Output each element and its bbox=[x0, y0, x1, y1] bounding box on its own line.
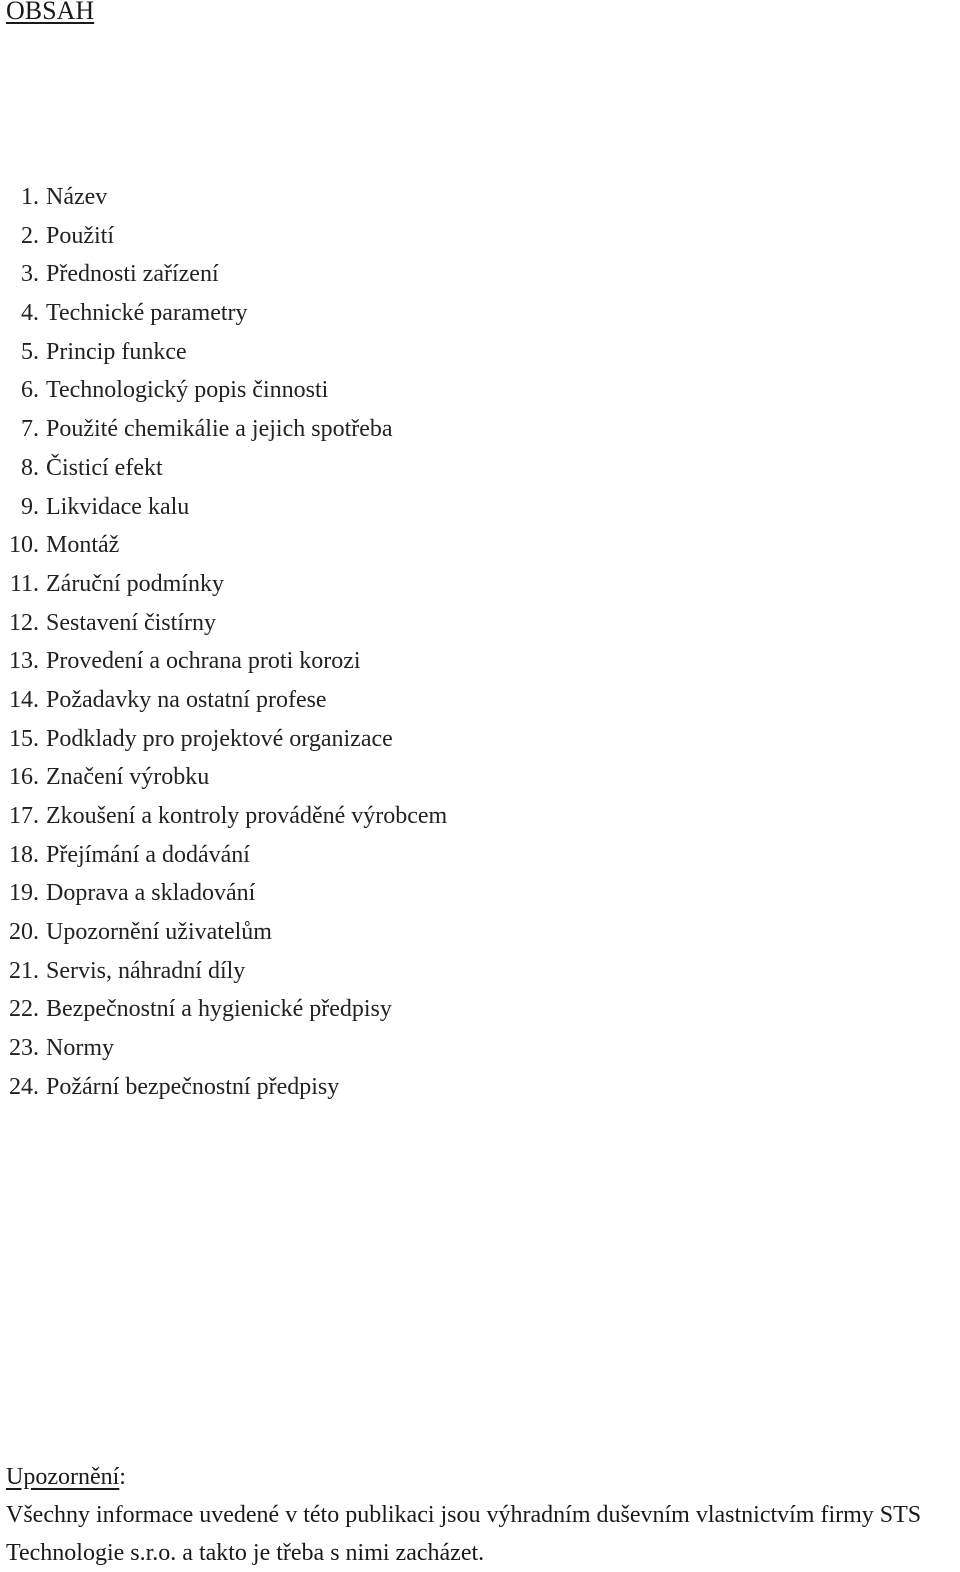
toc-item-number: 1. bbox=[21, 184, 39, 210]
toc-item-number: 20. bbox=[9, 919, 39, 946]
toc-item-text: Doprava a skladování bbox=[46, 880, 256, 907]
toc-item bbox=[6, 335, 447, 374]
toc-item bbox=[6, 257, 447, 296]
toc-item-text: Přednosti zařízení bbox=[46, 261, 219, 288]
toc-item-text: Bezpečnostní a hygienické předpisy bbox=[46, 996, 392, 1023]
toc-item bbox=[6, 722, 447, 761]
toc-item-text: Sestavení čistírny bbox=[46, 609, 216, 636]
toc-item bbox=[6, 838, 447, 877]
toc-item bbox=[6, 528, 447, 567]
toc-item bbox=[6, 606, 447, 645]
toc-item-text: Upozornění uživatelům bbox=[46, 919, 272, 946]
toc-item bbox=[6, 760, 447, 799]
toc-item-text: Název bbox=[46, 184, 108, 210]
toc-item bbox=[6, 180, 447, 219]
toc-item-text: Montáž bbox=[46, 532, 120, 559]
table-of-contents bbox=[6, 180, 447, 1109]
toc-item-text: Servis, náhradní díly bbox=[46, 957, 246, 984]
toc-item-number: 17. bbox=[9, 803, 39, 829]
notice-section bbox=[6, 1458, 956, 1572]
toc-item-text: Značení výrobku bbox=[46, 764, 210, 791]
toc-item-number: 2. bbox=[21, 222, 39, 249]
toc-item-number: 24. bbox=[9, 1073, 39, 1100]
toc-item bbox=[6, 451, 447, 490]
toc-item-number: 21. bbox=[9, 957, 39, 984]
toc-item-number: 5. bbox=[21, 338, 39, 365]
toc-item-number: 13. bbox=[9, 648, 39, 675]
toc-item-text: Záruční podmínky bbox=[46, 570, 224, 597]
toc-item bbox=[6, 799, 447, 838]
toc-item-number: 11. bbox=[9, 570, 39, 597]
toc-item bbox=[6, 683, 447, 722]
toc-item-text: Použití bbox=[46, 222, 115, 249]
toc-item-number: 15. bbox=[9, 725, 39, 752]
toc-item bbox=[6, 992, 447, 1031]
toc-item-text: Provedení a ochrana proti korozi bbox=[46, 648, 361, 675]
notice-heading: Upozornění bbox=[6, 1464, 120, 1490]
toc-item-text: Použité chemikálie a jejich spotřeba bbox=[46, 416, 393, 443]
toc-item bbox=[6, 567, 447, 606]
toc-item-number: 23. bbox=[9, 1035, 39, 1062]
document-title: OBSAH bbox=[6, 0, 95, 25]
toc-item-number: 22. bbox=[9, 996, 39, 1023]
notice-heading-line bbox=[6, 1458, 956, 1496]
toc-item-number: 19. bbox=[9, 880, 39, 907]
toc-item-number: 18. bbox=[9, 841, 39, 868]
toc-item-text: Technické parametry bbox=[46, 300, 248, 327]
toc-item bbox=[6, 915, 447, 954]
toc-item bbox=[6, 219, 447, 258]
toc-item-number: 10. bbox=[9, 532, 39, 559]
toc-item-text: Požadavky na ostatní profese bbox=[46, 686, 327, 713]
toc-item-number: 4. bbox=[21, 300, 39, 327]
toc-item-number: 14. bbox=[9, 686, 39, 713]
toc-item bbox=[6, 876, 447, 915]
notice-heading-colon: : bbox=[119, 1464, 126, 1490]
toc-item-text: Likvidace kalu bbox=[46, 493, 190, 520]
toc-item bbox=[6, 644, 447, 683]
toc-item bbox=[6, 954, 447, 993]
toc-item bbox=[6, 1031, 447, 1070]
toc-item-number: 16. bbox=[9, 764, 39, 791]
toc-item bbox=[6, 490, 447, 529]
toc-item-text: Technologický popis činnosti bbox=[46, 377, 329, 404]
toc-item-text: Požární bezpečnostní předpisy bbox=[46, 1073, 340, 1100]
toc-item-number: 8. bbox=[21, 454, 39, 481]
toc-item-text: Princip funkce bbox=[46, 338, 187, 365]
toc-item-number: 3. bbox=[21, 261, 39, 288]
toc-item-text: Podklady pro projektové organizace bbox=[46, 725, 393, 752]
notice-text: Všechny informace uvedené v této publikaci jsou výhradním duševním vlastnictvím firmy STS Technologie s.r.o. a takto je třeba s nimi zacházet. bbox=[6, 1502, 922, 1566]
toc-item-number: 12. bbox=[9, 609, 39, 636]
toc-item-text: Zkoušení a kontroly prováděné výrobcem bbox=[46, 803, 448, 829]
toc-item-text: Čisticí efekt bbox=[46, 454, 163, 481]
toc-item bbox=[6, 1070, 447, 1109]
toc-item-text: Normy bbox=[46, 1035, 114, 1062]
toc-item-text: Přejímání a dodávání bbox=[46, 841, 250, 868]
toc-item bbox=[6, 412, 447, 451]
toc-item-number: 9. bbox=[21, 493, 39, 520]
toc-item-number: 7. bbox=[21, 416, 39, 443]
toc-item-number: 6. bbox=[21, 377, 39, 404]
toc-item bbox=[6, 373, 447, 412]
toc-item bbox=[6, 296, 447, 335]
